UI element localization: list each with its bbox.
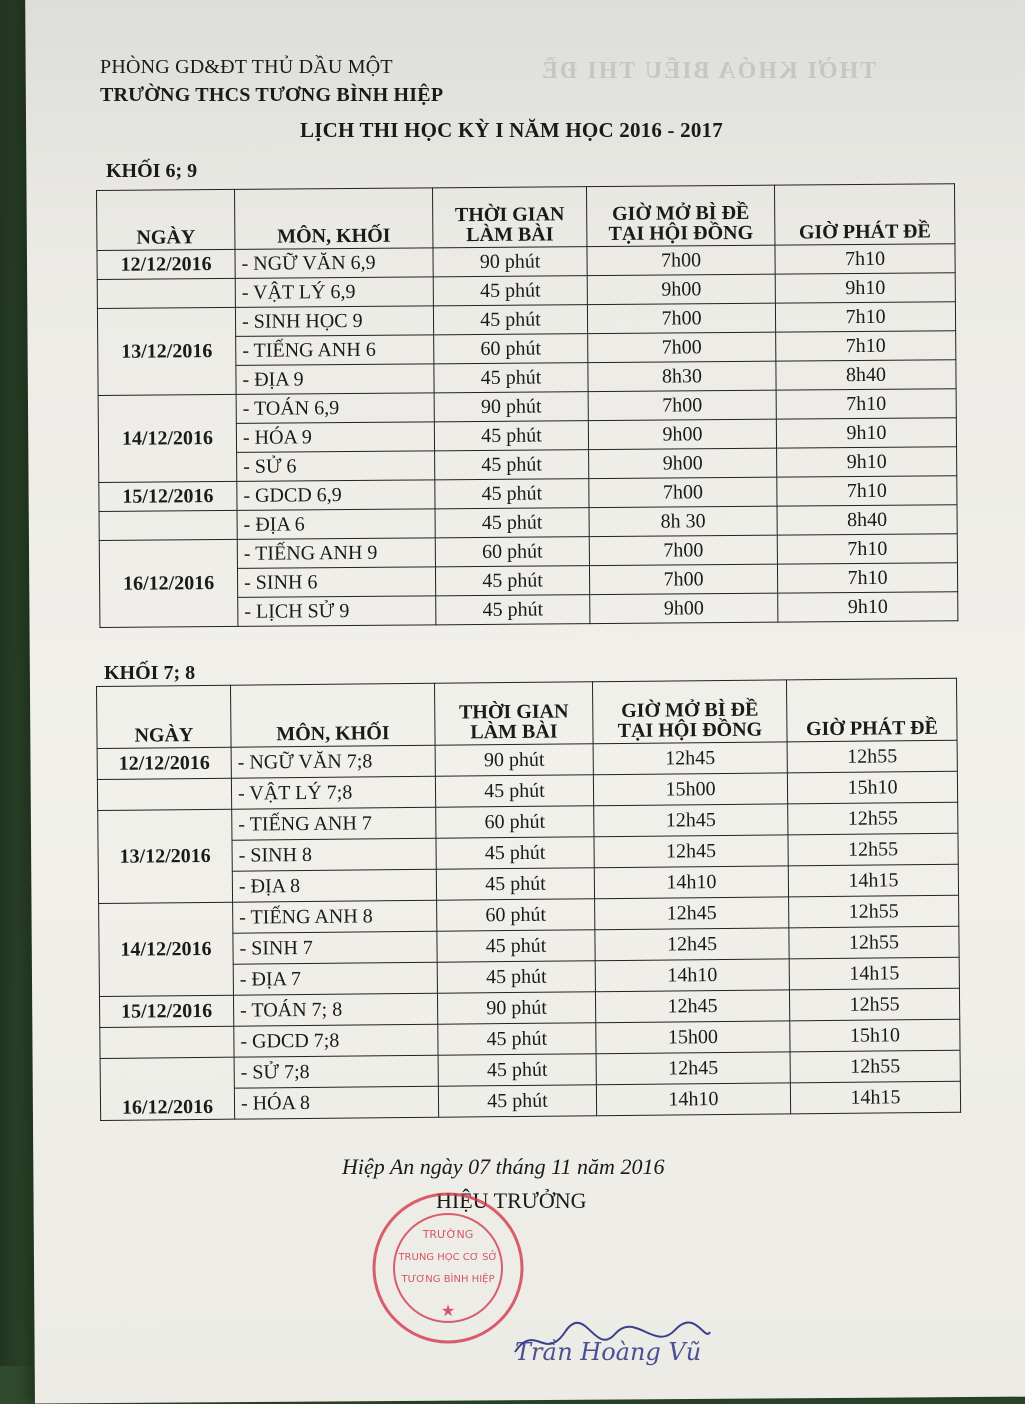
distribute-time-cell: 8h40 xyxy=(776,360,956,390)
distribute-time-cell: 7h10 xyxy=(776,331,956,361)
distribute-time-cell: 8h40 xyxy=(777,505,957,535)
subject-cell: - ĐỊA 6 xyxy=(237,509,435,540)
date-cell xyxy=(97,778,231,810)
distribute-time-cell: 9h10 xyxy=(775,273,955,303)
subject-cell: - SỬ 6 xyxy=(237,451,435,482)
distribute-time-cell: 14h15 xyxy=(789,957,959,990)
duration-cell: 45 phút xyxy=(438,1085,596,1118)
open-time-cell: 12h45 xyxy=(596,1052,790,1085)
subject-cell: - NGỮ VĂN 6,9 xyxy=(235,248,433,279)
distribute-time-cell: 12h55 xyxy=(789,926,959,959)
open-time-cell: 12h45 xyxy=(594,804,788,837)
duration-cell: 45 phút xyxy=(435,450,589,480)
distribute-time-cell: 7h10 xyxy=(776,389,956,419)
subject-cell: - NGỮ VĂN 7;8 xyxy=(231,745,435,778)
col-header-date: NGÀY xyxy=(97,189,235,250)
distribute-time-cell: 9h10 xyxy=(776,418,956,448)
duration-cell: 45 phút xyxy=(435,508,589,538)
distribute-time-cell: 14h15 xyxy=(788,864,958,897)
subject-cell: - VẬT LÝ 7;8 xyxy=(231,776,435,809)
duration-cell: 60 phút xyxy=(434,334,588,364)
date-cell: 12/12/2016 xyxy=(97,249,235,279)
principal-signature xyxy=(505,1312,715,1366)
duration-cell: 45 phút xyxy=(436,868,594,901)
subject-cell: - SINH 6 xyxy=(237,567,435,598)
col-header-open-time: GIỜ MỞ BÌ ĐỀ TẠI HỘI ĐỒNG xyxy=(592,680,787,744)
open-time-cell: 7h00 xyxy=(588,332,776,362)
distribute-time-cell: 12h55 xyxy=(789,895,959,928)
open-time-cell: 9h00 xyxy=(589,448,777,478)
table-header-row xyxy=(97,184,955,251)
school-name: TRƯỜNG THCS TƯƠNG BÌNH HIỆP xyxy=(100,84,444,106)
distribute-time-cell: 7h10 xyxy=(777,534,957,564)
date-cell xyxy=(100,1026,234,1058)
col-header-open-time: GIỜ MỞ BÌ ĐỀ TẠI HỘI ĐỒNG xyxy=(586,185,774,246)
duration-cell: 45 phút xyxy=(435,775,593,808)
subject-cell: - GDCD 7;8 xyxy=(234,1024,438,1057)
svg-text:TƯƠNG BÌNH HIỆP: TƯƠNG BÌNH HIỆP xyxy=(401,1274,495,1285)
subject-cell: - TOÁN 6,9 xyxy=(236,393,434,424)
svg-text:Trần Hoàng Vũ: Trần Hoàng Vũ xyxy=(515,1338,702,1366)
open-time-cell: 14h10 xyxy=(594,866,788,899)
distribute-time-cell: 12h55 xyxy=(788,833,958,866)
subject-cell: - HÓA 8 xyxy=(234,1086,438,1119)
duration-cell: 60 phút xyxy=(436,806,594,839)
school-seal-stamp xyxy=(368,1188,528,1348)
duration-cell: 90 phút xyxy=(433,247,587,277)
duration-cell: 45 phút xyxy=(434,363,588,393)
document-title: LỊCH THI HỌC KỲ I NĂM HỌC 2016 - 2017 xyxy=(300,118,723,142)
subject-cell: - SINH 8 xyxy=(232,838,436,871)
date-cell: 13/12/2016 xyxy=(97,307,236,395)
exam-schedule-table-grade-7-8 xyxy=(96,678,961,1121)
principal-title: HIỆU TRƯỞNG xyxy=(436,1188,587,1213)
duration-cell: 45 phút xyxy=(434,421,588,451)
subject-cell: - SỬ 7;8 xyxy=(234,1055,438,1088)
subject-cell: - GDCD 6,9 xyxy=(237,480,435,511)
date-cell: 16/12/2016 xyxy=(99,539,238,627)
date-cell: 14/12/2016 xyxy=(98,394,237,482)
duration-cell: 45 phút xyxy=(438,1023,596,1056)
open-time-cell: 7h00 xyxy=(588,390,776,420)
subject-cell: - LỊCH SỬ 9 xyxy=(238,596,436,627)
open-time-cell: 12h45 xyxy=(595,990,789,1023)
distribute-time-cell: 7h10 xyxy=(777,563,957,593)
distribute-time-cell: 15h10 xyxy=(787,771,957,804)
svg-text:TRƯỜNG: TRƯỜNG xyxy=(422,1228,474,1241)
distribute-time-cell: 7h10 xyxy=(775,244,955,274)
duration-cell: 45 phút xyxy=(436,595,590,625)
distribute-time-cell: 7h10 xyxy=(775,302,955,332)
open-time-cell: 14h10 xyxy=(595,959,789,992)
duration-cell: 90 phút xyxy=(437,992,595,1025)
duration-cell: 45 phút xyxy=(435,566,589,596)
open-time-cell: 9h00 xyxy=(588,419,776,449)
open-time-cell: 12h45 xyxy=(593,742,787,775)
distribute-time-cell: 9h10 xyxy=(777,447,957,477)
date-cell: 15/12/2016 xyxy=(99,995,233,1027)
section-label-grade-6-9: KHỐI 6; 9 xyxy=(106,160,198,182)
place-and-date: Hiệp An ngày 07 tháng 11 năm 2016 xyxy=(342,1154,665,1179)
open-time-cell: 7h00 xyxy=(587,303,775,333)
duration-cell: 45 phút xyxy=(435,479,589,509)
subject-cell: - TIẾNG ANH 6 xyxy=(236,335,434,366)
col-header-duration: THỜI GIAN LÀM BÀI xyxy=(434,682,593,746)
subject-cell: - SINH 7 xyxy=(233,931,437,964)
col-header-distribute-time: GIỜ PHÁT ĐỀ xyxy=(786,678,957,742)
duration-cell: 60 phút xyxy=(437,899,595,932)
open-time-cell: 8h 30 xyxy=(589,506,777,536)
duration-cell: 45 phút xyxy=(433,276,587,306)
subject-cell: - TIẾNG ANH 8 xyxy=(233,900,437,933)
open-time-cell: 7h00 xyxy=(589,535,777,565)
svg-text:TRUNG HỌC CƠ SỞ: TRUNG HỌC CƠ SỞ xyxy=(398,1252,498,1263)
duration-cell: 45 phút xyxy=(433,305,587,335)
open-time-cell: 15h00 xyxy=(593,773,787,806)
open-time-cell: 12h45 xyxy=(595,897,789,930)
bleed-through-text: THỜI KHÓA BIỂU THI ĐỀ xyxy=(540,58,877,84)
distribute-time-cell: 15h10 xyxy=(790,1019,960,1052)
open-time-cell: 14h10 xyxy=(596,1083,790,1116)
date-cell xyxy=(97,278,235,308)
table-header-row xyxy=(97,678,958,748)
col-header-subject: MÔN, KHỐI xyxy=(234,188,432,250)
date-cell: 13/12/2016 xyxy=(98,809,233,903)
date-cell: 14/12/2016 xyxy=(99,902,234,996)
open-time-cell: 9h00 xyxy=(587,274,775,304)
department-name: PHÒNG GD&ĐT THỦ DẦU MỘT xyxy=(100,56,393,78)
distribute-time-cell: 12h55 xyxy=(789,988,959,1021)
duration-cell: 60 phút xyxy=(435,537,589,567)
open-time-cell: 12h45 xyxy=(594,835,788,868)
subject-cell: - ĐỊA 7 xyxy=(233,962,437,995)
duration-cell: 90 phút xyxy=(435,744,593,777)
distribute-time-cell: 12h55 xyxy=(787,740,957,773)
subject-cell: - TOÁN 7; 8 xyxy=(233,993,437,1026)
open-time-cell: 8h30 xyxy=(588,361,776,391)
subject-cell: - HÓA 9 xyxy=(236,422,434,453)
distribute-time-cell: 9h10 xyxy=(778,592,958,622)
duration-cell: 45 phút xyxy=(437,961,595,994)
date-cell: 16/12/2016 xyxy=(100,1057,235,1120)
subject-cell: - TIẾNG ANH 7 xyxy=(232,807,436,840)
date-cell: 15/12/2016 xyxy=(99,481,237,511)
col-header-subject: MÔN, KHỐI xyxy=(230,683,435,747)
date-cell xyxy=(99,510,237,540)
duration-cell: 45 phút xyxy=(437,930,595,963)
col-header-duration: THỜI GIAN LÀM BÀI xyxy=(432,187,586,248)
duration-cell: 90 phút xyxy=(434,392,588,422)
col-header-distribute-time: GIỜ PHÁT ĐỀ xyxy=(774,184,954,245)
open-time-cell: 7h00 xyxy=(589,564,777,594)
col-header-date: NGÀY xyxy=(97,685,232,748)
subject-cell: - ĐỊA 8 xyxy=(232,869,436,902)
distribute-time-cell: 14h15 xyxy=(790,1081,960,1114)
subject-cell: - SINH HỌC 9 xyxy=(235,306,433,337)
svg-text:★: ★ xyxy=(440,1301,456,1320)
subject-cell: - ĐỊA 9 xyxy=(236,364,434,395)
subject-cell: - TIẾNG ANH 9 xyxy=(237,538,435,569)
open-time-cell: 9h00 xyxy=(590,593,778,623)
open-time-cell: 7h00 xyxy=(587,245,775,275)
open-time-cell: 15h00 xyxy=(596,1021,790,1054)
open-time-cell: 12h45 xyxy=(595,928,789,961)
duration-cell: 45 phút xyxy=(436,837,594,870)
distribute-time-cell: 7h10 xyxy=(777,476,957,506)
date-cell: 12/12/2016 xyxy=(97,747,231,779)
section-label-grade-7-8: KHỐI 7; 8 xyxy=(104,662,196,684)
distribute-time-cell: 12h55 xyxy=(788,802,958,835)
subject-cell: - VẬT LÝ 6,9 xyxy=(235,277,433,308)
duration-cell: 45 phút xyxy=(438,1054,596,1087)
exam-schedule-table-grade-6-9 xyxy=(96,183,958,628)
distribute-time-cell: 12h55 xyxy=(790,1050,960,1083)
open-time-cell: 7h00 xyxy=(589,477,777,507)
